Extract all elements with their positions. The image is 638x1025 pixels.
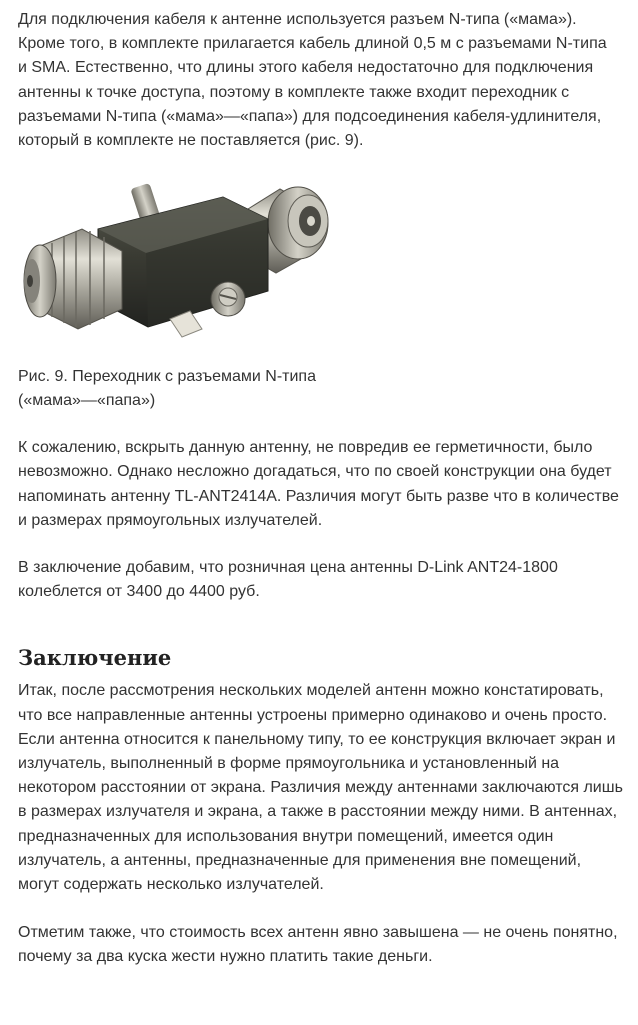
figure-adapter-photo: [18, 169, 348, 359]
male-n-connector: [24, 229, 122, 329]
adapter-illustration: [18, 169, 348, 359]
paragraph-disassembly: К сожалению, вскрыть данную антенну, не повредив ее герметичности, было невозможно. Однако несложно догадаться, что по своей конструкции она будет напоминать антенну TL-ANT2414A. Различия могут быть разве что в количестве и размерах прямоугольных излучателей.: [18, 439, 619, 529]
paragraph-cost-note: Отметим также, что стоимость всех антенн явно завышена — не очень понятно, почему за два куска жести нужно платить такие деньги.: [18, 924, 618, 966]
grounding-screw: [211, 282, 245, 316]
paragraph-conclusion: Итак, после рассмотрения нескольких моделей антенн можно констатировать, что все направленные антенны устроены примерно одинаково и очень просто. Если антенна относится к панельному типу, то ее конструкция включает экран и излучатель, выполненный в форме прямоугольника и установленный на некотором расстоянии от экрана. Различия между антеннами заключаются лишь в размерах излучателя и экрана, а также в расстоянии между ними. В антеннах, предназначенных для использования внутри помещений, имеется один излучатель, а антенны, предназначенные для применения вне помещений, могут содержать несколько излучателей.: [18, 682, 623, 894]
figure-caption: [18, 365, 348, 413]
paragraph-cable-connection: Для подключения кабеля к антенне используется разъем N-типа («мама»). Кроме того, в комплекте прилагается кабель длиной 0,5 м с разъемами N-типа и SMA. Естественно, что длины этого кабеля недостаточно для подключения антенны к точке доступа, поэтому в комплекте также входит переходник с разъемами N-типа («мама»—«папа») для подсоединения кабеля-удлинителя, который в комплекте не поставляется (рис. 9).: [18, 11, 607, 150]
caption-line-1: Рис. 9. Переходник с разъемами N-типа: [18, 368, 316, 386]
paragraph-price: В заключение добавим, что розничная цена антенны D-Link ANT24-1800 колеблется от 3400 до 4400 руб.: [18, 559, 558, 601]
article: [18, 8, 623, 970]
section-heading-conclusion: Заключение: [18, 645, 172, 671]
caption-line-2: («мама»—«папа»): [18, 392, 156, 410]
